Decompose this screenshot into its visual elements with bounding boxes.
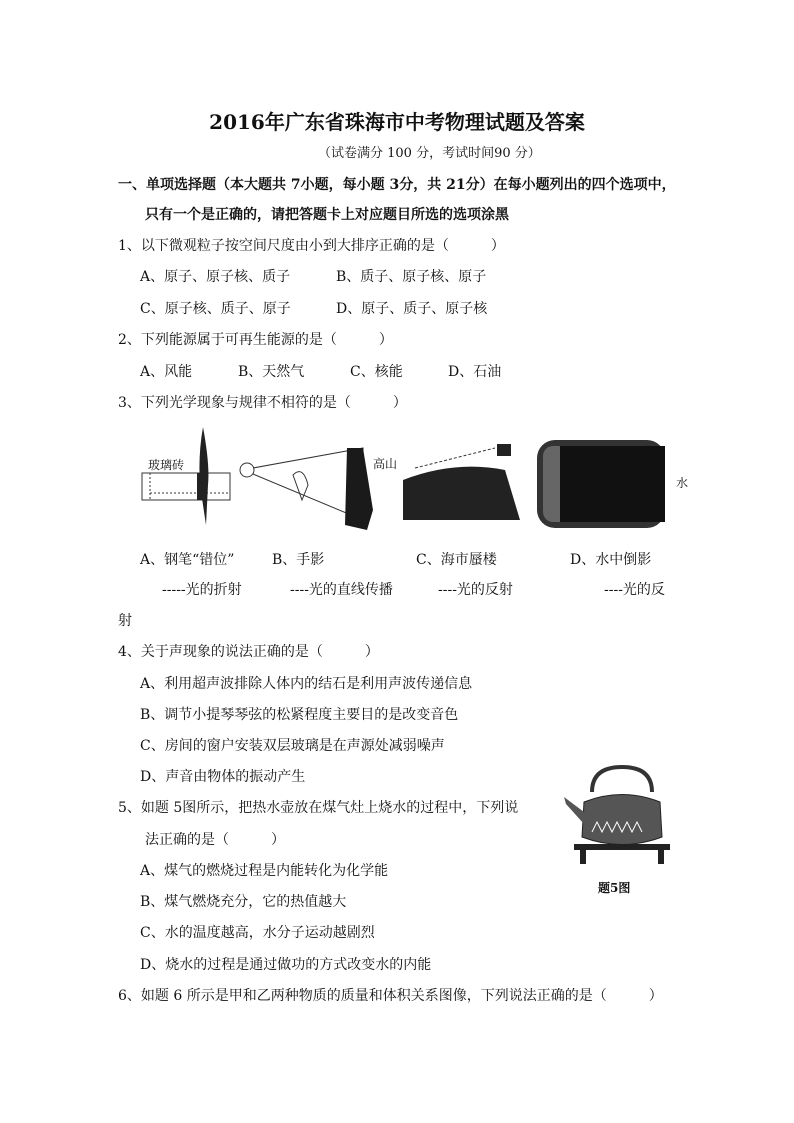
q3-option-d: D、水中倒影 xyxy=(570,552,652,568)
q4-stem: 4、关于声现象的说法正确的是（ ） xyxy=(118,644,379,660)
page-title: 2016年广东省珠海市中考物理试题及答案 xyxy=(209,110,585,134)
q1-stem: 1、以下微观粒子按空间尺度由小到大排序正确的是（ ） xyxy=(118,238,505,254)
mirage-figure xyxy=(395,440,525,525)
mountain-label: 高山 xyxy=(373,457,398,471)
section-heading-line2: 只有一个是正确的，请把答题卡上对应题目所选的选项涂黑 xyxy=(145,207,509,223)
q5-option-a: A、煤气的燃烧过程是内能转化为化学能 xyxy=(140,863,389,879)
hand-shadow-figure xyxy=(235,440,385,530)
q3-rule-d: ----光的反 xyxy=(604,582,665,598)
q4-option-d: D、声音由物体的振动产生 xyxy=(140,769,306,785)
kettle-figure xyxy=(562,762,682,867)
q2-option-b: B、天然气 xyxy=(238,364,305,380)
q5-option-c: C、水的温度越高，水分子运动越剧烈 xyxy=(140,925,375,941)
q1-option-b: B、质子、原子核、原子 xyxy=(336,269,487,285)
q5-stem-line2: 法正确的是（ ） xyxy=(145,832,285,848)
q2-stem: 2、下列能源属于可再生能源的是（ ） xyxy=(118,332,393,348)
subtitle: （试卷满分 100 分，考试时间90 分） xyxy=(318,146,541,161)
q4-option-c: C、房间的窗户安装双层玻璃是在声源处减弱噪声 xyxy=(140,738,445,754)
q2-option-d: D、石油 xyxy=(448,364,502,380)
q3-rule-d-cont: 射 xyxy=(118,613,132,629)
q6-stem: 6、如题 6 所示是甲和乙两种物质的质量和体积关系图像，下列说法正确的是（ ） xyxy=(118,988,663,1004)
q3-option-a: A、钢笔“错位” xyxy=(140,552,235,568)
q1-option-a: A、原子、原子核、质子 xyxy=(140,269,291,285)
q3-option-c: C、海市蜃楼 xyxy=(416,552,497,568)
q4-option-b: B、调节小提琴琴弦的松紧程度主要目的是改变音色 xyxy=(140,707,459,723)
q3-rule-b: ----光的直线传播 xyxy=(290,582,393,598)
section-heading: 一、单项选择题（本大题共 7小题，每小题 3分，共 21分）在每小题列出的四个选项中， xyxy=(118,177,676,193)
q2-option-c: C、核能 xyxy=(350,364,403,380)
water-label: 水 xyxy=(676,476,689,490)
q3-rule-c: ----光的反射 xyxy=(438,582,513,598)
glass-brick-label: 玻璃砖 xyxy=(148,458,185,472)
q3-rule-a: -----光的折射 xyxy=(162,582,242,598)
q3-option-b: B、手影 xyxy=(272,552,325,568)
q3-stem: 3、下列光学现象与规律不相符的是（ ） xyxy=(118,395,407,411)
q5-option-b: B、煤气燃烧充分，它的热值越大 xyxy=(140,894,347,910)
water-reflection-figure xyxy=(535,436,670,531)
q1-option-d: D、原子、质子、原子核 xyxy=(336,301,488,317)
q5-option-d: D、烧水的过程是通过做功的方式改变水的内能 xyxy=(140,957,432,973)
pen-glass-figure xyxy=(140,425,240,525)
q1-option-c: C、原子核、质子、原子 xyxy=(140,301,291,317)
q5-figure-caption: 题5图 xyxy=(598,881,631,895)
q5-stem: 5、如题 5图所示，把热水壶放在煤气灶上烧水的过程中，下列说 xyxy=(118,800,519,816)
q2-option-a: A、风能 xyxy=(140,364,193,380)
q4-option-a: A、利用超声波排除人体内的结石是利用声波传递信息 xyxy=(140,676,473,692)
